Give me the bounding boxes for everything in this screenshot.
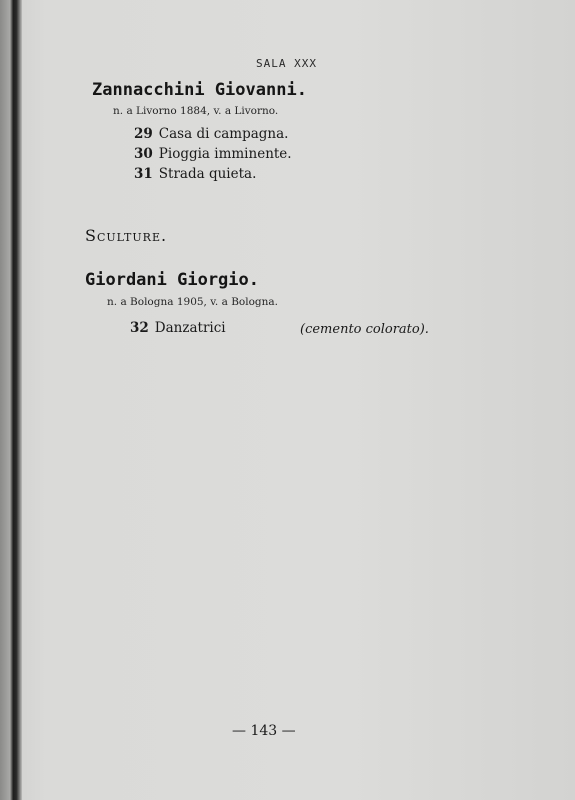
work-entry xyxy=(134,146,292,162)
work-entry xyxy=(134,126,288,142)
work-number: 29 xyxy=(134,126,153,142)
section-title-sculture: Sculture. xyxy=(85,226,168,245)
page-number: — 143 — xyxy=(232,723,296,739)
running-head: SALA XXX xyxy=(256,57,317,70)
work-title: Danzatrici xyxy=(154,320,226,336)
book-spine-shadow xyxy=(0,0,22,800)
work-entry xyxy=(134,166,256,182)
artist-info-zannacchini: n. a Livorno 1884, v. a Livorno. xyxy=(113,105,279,117)
artist-name-zannacchini: Zannacchini Giovanni. xyxy=(92,80,307,100)
work-title: Strada quieta. xyxy=(158,166,257,182)
work-material: (cemento colorato). xyxy=(300,322,429,337)
artist-info-giordani: n. a Bologna 1905, v. a Bologna. xyxy=(107,296,278,308)
work-entry xyxy=(130,320,226,336)
work-title: Pioggia imminente. xyxy=(158,146,292,162)
work-number: 32 xyxy=(130,320,149,336)
work-number: 30 xyxy=(134,146,153,162)
work-number: 31 xyxy=(134,166,153,182)
bleed-through-text xyxy=(300,55,560,151)
artist-name-giordani: Giordani Giorgio. xyxy=(85,270,259,290)
work-title: Casa di campagna. xyxy=(158,126,289,142)
